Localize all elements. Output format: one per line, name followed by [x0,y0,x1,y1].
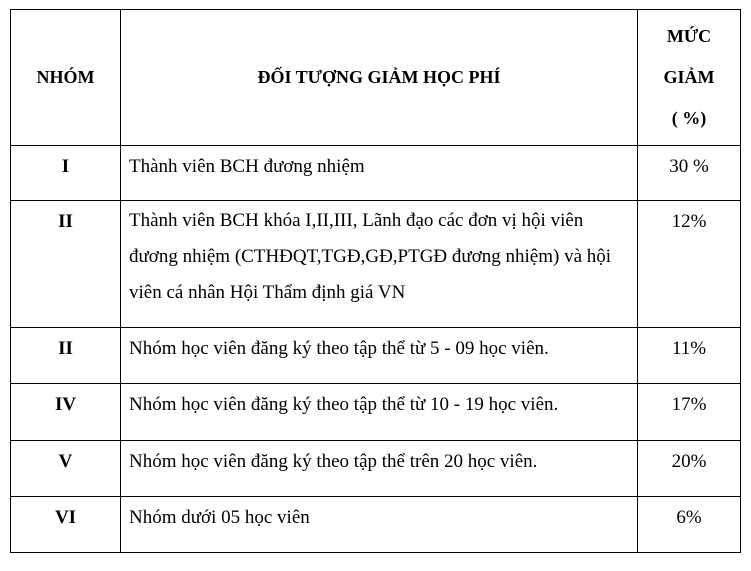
group-cell: IV [11,384,121,441]
header-rate [638,10,741,146]
table-row [11,328,741,384]
table-row [11,201,741,328]
header-rate-line1: MỨC [666,26,712,46]
subject-cell: Nhóm học viên đăng ký theo tập thể từ 5 - 09 học viên. [121,328,638,384]
group-cell: II [11,201,121,328]
table-row [11,146,741,201]
rate-cell: 11% [638,328,741,384]
table-row [11,384,741,441]
discount-table [10,9,741,553]
rate-cell: 20% [638,441,741,497]
group-cell: V [11,441,121,497]
table-row [11,441,741,497]
table-row [11,497,741,553]
header-rate-line3: ( %) [671,108,707,128]
header-row [11,10,741,146]
group-cell: II [11,328,121,384]
rate-cell: 30 % [638,146,741,201]
rate-cell: 6% [638,497,741,553]
header-subject: ĐỐI TƯỢNG GIẢM HỌC PHÍ [121,10,638,146]
header-group: NHÓM [11,10,121,146]
subject-cell: Nhóm dưới 05 học viên [121,497,638,553]
rate-cell: 17% [638,384,741,441]
group-cell: I [11,146,121,201]
group-cell: VI [11,497,121,553]
subject-cell: Nhóm học viên đăng ký theo tập thể trên 20 học viên. [121,441,638,497]
header-rate-line2: GIẢM [663,67,715,87]
subject-cell: Thành viên BCH khóa I,II,III, Lãnh đạo các đơn vị hội viên đương nhiệm (CTHĐQT,TGĐ,GĐ,PTGĐ đương nhiệm) và hội viên cá nhân Hội Thẩm định giá VN [121,201,638,328]
subject-cell: Thành viên BCH đương nhiệm [121,146,638,201]
subject-cell: Nhóm học viên đăng ký theo tập thể từ 10 - 19 học viên. [121,384,638,441]
rate-cell: 12% [638,201,741,328]
